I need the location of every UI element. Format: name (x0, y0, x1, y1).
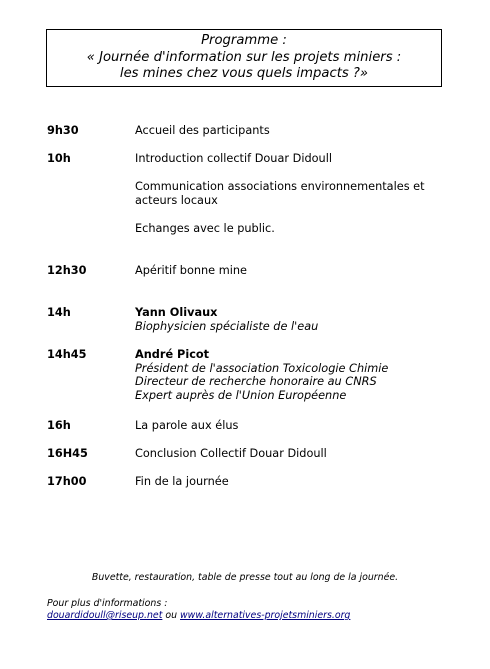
speaker-name: André Picot (135, 348, 210, 361)
email-link[interactable]: douardidoull@riseup.net (47, 610, 163, 621)
schedule-description (135, 222, 465, 236)
schedule-description (135, 348, 465, 402)
schedule-line: La parole aux élus (135, 419, 239, 432)
schedule-line: Echanges avec le public. (135, 222, 275, 235)
speaker-role: Biophysicien spécialiste de l'eau (135, 319, 319, 333)
refreshments-note: Buvette, restauration, table de presse tout au long de la journée. (91, 572, 399, 583)
schedule-line: Accueil des participants (135, 124, 270, 137)
schedule-line: Introduction collectif Douar Didoull (135, 152, 332, 165)
schedule-description (135, 264, 465, 278)
schedule-line: Communication associations environnementales et (135, 180, 425, 193)
more-info-label: Pour plus d'informations : (47, 598, 168, 609)
schedule-description (135, 306, 465, 333)
schedule-description (135, 180, 465, 207)
link-separator: ou (162, 610, 181, 621)
schedule-line: Apéritif bonne mine (135, 264, 247, 277)
schedule-time: 9h30 (47, 124, 79, 137)
schedule-time: 14h45 (47, 348, 87, 361)
schedule-time: 16h (47, 419, 71, 432)
contact-links (47, 610, 350, 622)
schedule-time: 10h (47, 152, 71, 165)
event-title-line-1: « Journée d'information sur les projets miniers : (86, 49, 402, 65)
schedule-time: 14h (47, 306, 71, 319)
schedule-line: Conclusion Collectif Douar Didoull (135, 447, 327, 460)
schedule-time: 16H45 (47, 447, 88, 460)
schedule-description (135, 475, 465, 489)
schedule-time: 17h00 (47, 475, 87, 488)
schedule-time: 12h30 (47, 264, 87, 277)
website-link[interactable]: www.alternatives-projetsminiers.org (180, 610, 351, 621)
schedule-line: acteurs locaux (135, 193, 218, 207)
speaker-role: Expert auprès de l'Union Européenne (135, 388, 347, 402)
programme-title-box (46, 29, 442, 87)
speaker-role: Directeur de recherche honoraire au CNRS (135, 375, 377, 388)
schedule-description (135, 447, 465, 461)
schedule-description (135, 124, 465, 138)
schedule-description (135, 152, 465, 166)
more-info-block (47, 598, 350, 622)
speaker-name: Yann Olivaux (135, 306, 218, 319)
schedule-line: Fin de la journée (135, 475, 229, 488)
programme-heading: Programme : (201, 33, 287, 48)
speaker-role: Président de l'association Toxicologie Chimie (135, 361, 389, 375)
event-title-line-2: les mines chez vous quels impacts ?» (119, 66, 369, 81)
schedule-description (135, 419, 465, 433)
